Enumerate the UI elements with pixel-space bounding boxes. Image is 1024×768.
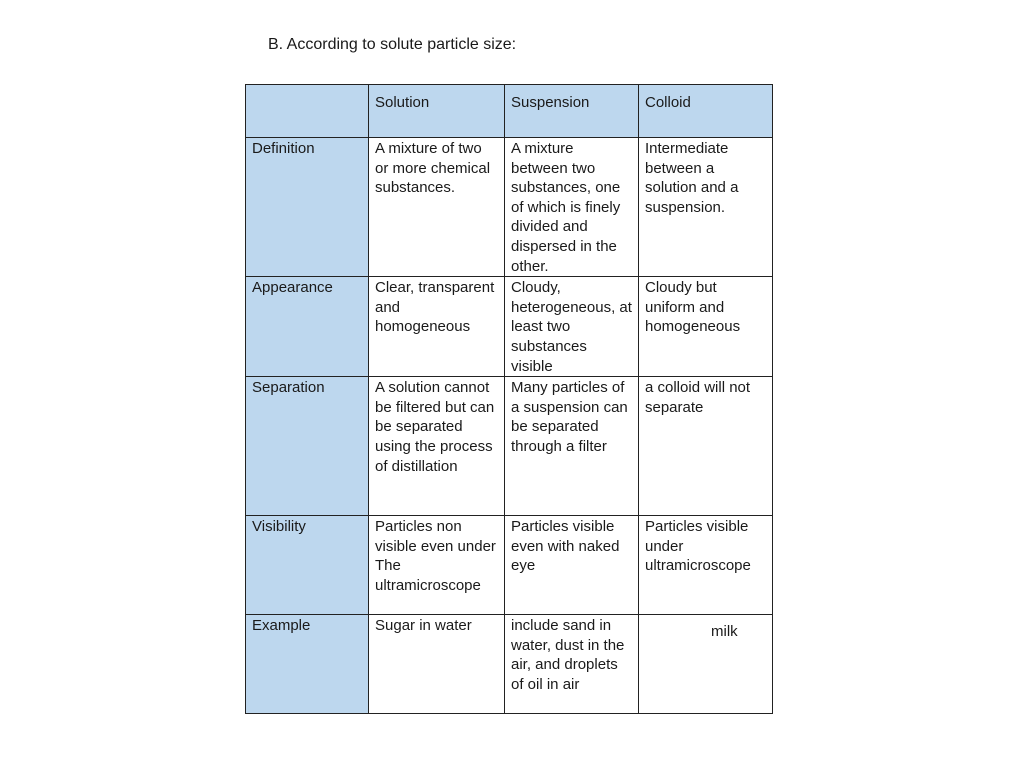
- cell-example-suspension: include sand in water, dust in the air, and droplets of oil in air: [505, 615, 639, 714]
- cell-appearance-suspension: Cloudy, heterogeneous, at least two substances visible: [505, 277, 639, 377]
- table-row-appearance: [246, 277, 773, 377]
- row-header-appearance: Appearance: [246, 277, 369, 377]
- table-row-separation: [246, 377, 773, 516]
- column-header-colloid: Colloid: [639, 85, 773, 138]
- cell-separation-colloid: a colloid will not separate: [639, 377, 773, 516]
- row-header-visibility: Visibility: [246, 516, 369, 615]
- column-header-suspension: Suspension: [505, 85, 639, 138]
- solute-size-table: [245, 84, 773, 714]
- cell-definition-colloid: Intermediate between a solution and a suspension.: [639, 138, 773, 277]
- cell-definition-suspension: A mixture between two substances, one of which is finely divided and dispersed in the other.: [505, 138, 639, 277]
- cell-appearance-colloid: Cloudy but uniform and homogeneous: [639, 277, 773, 377]
- cell-example-colloid-text: milk: [711, 623, 738, 641]
- cell-appearance-solution: Clear, transparent and homogeneous: [369, 277, 505, 377]
- cell-visibility-colloid: Particles visible under ultramicroscope: [639, 516, 773, 615]
- cell-definition-solution: A mixture of two or more chemical substances.: [369, 138, 505, 277]
- cell-example-colloid: [639, 615, 773, 714]
- cell-visibility-solution: Particles non visible even under The ultramicroscope: [369, 516, 505, 615]
- row-header-definition: Definition: [246, 138, 369, 277]
- cell-visibility-suspension: Particles visible even with naked eye: [505, 516, 639, 615]
- header-row: [246, 85, 773, 138]
- table-row-visibility: [246, 516, 773, 615]
- header-corner-cell: [246, 85, 369, 138]
- row-header-separation: Separation: [246, 377, 369, 516]
- table-row-definition: [246, 138, 773, 277]
- section-heading: B. According to solute particle size:: [268, 36, 517, 53]
- cell-separation-suspension: Many particles of a suspension can be separated through a filter: [505, 377, 639, 516]
- cell-example-solution: Sugar in water: [369, 615, 505, 714]
- column-header-solution: Solution: [369, 85, 505, 138]
- cell-separation-solution: A solution cannot be filtered but can be separated using the process of distillation: [369, 377, 505, 516]
- row-header-example: Example: [246, 615, 369, 714]
- table-row-example: [246, 615, 773, 714]
